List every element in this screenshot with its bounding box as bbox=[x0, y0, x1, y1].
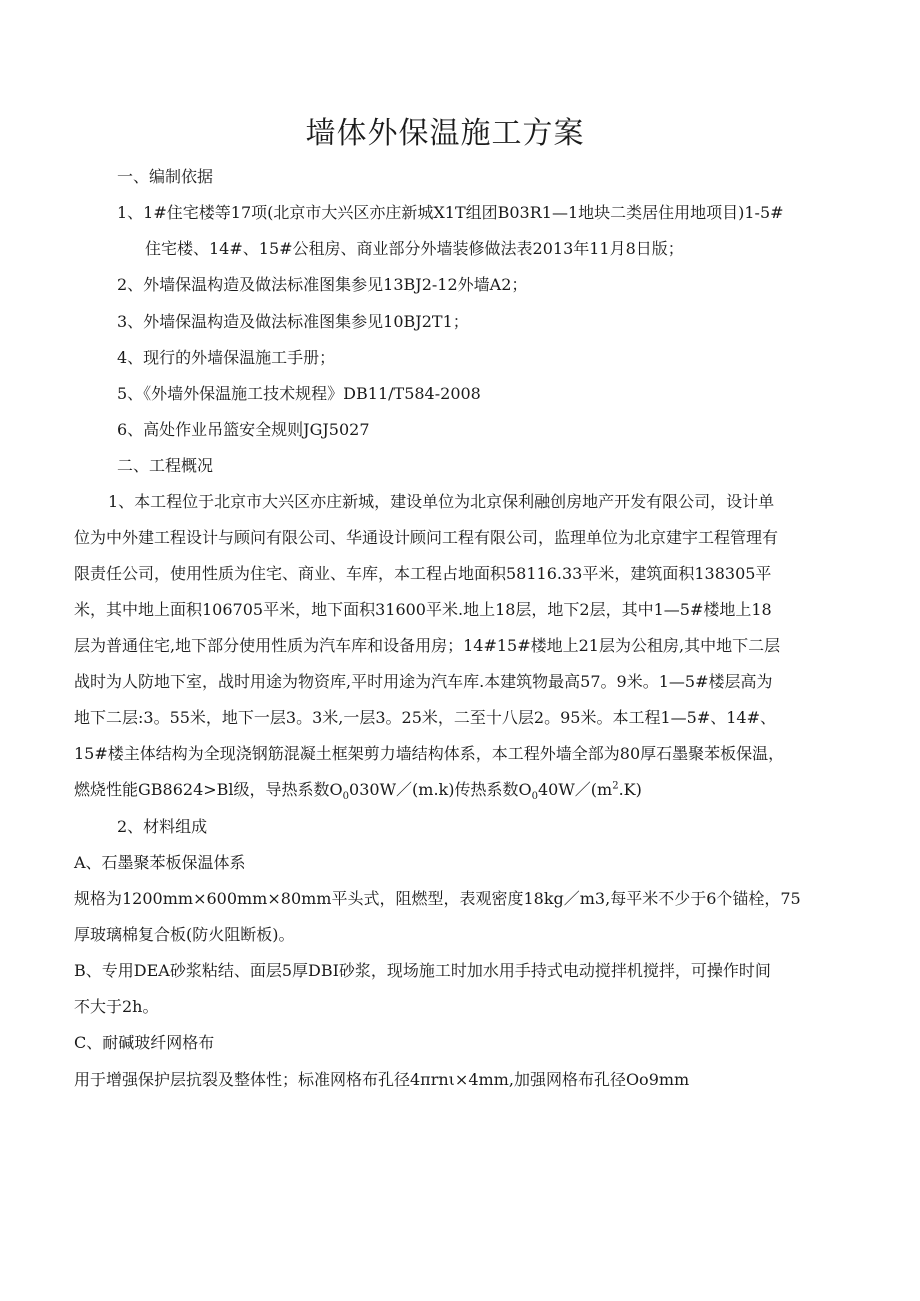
overview-line-8: 15#楼主体结构为全现浇钢筋混凝土框架剪力墙结构体系，本工程外墙全部为80厚石墨聚苯板保温， bbox=[74, 744, 785, 763]
section1-heading: 一、编制依据 bbox=[117, 167, 214, 186]
material-c-line-1: 用于增强保护层抗裂及整体性；标准网格布孔径4πrnι×4mm,加强网格布孔径Oo9mm bbox=[74, 1070, 690, 1089]
basis-item-4: 4、现行的外墙保温施工手册； bbox=[117, 348, 336, 367]
overview-line-3: 限责任公司，使用性质为住宅、商业、车库，本工程占地面积58116.33平米，建筑面积138305平 bbox=[74, 564, 772, 583]
overview-line-7: 地下二层:3。55米，地下一层3。3米,一层3。25米，二至十八层2。95米。本工程1—5#、14#、 bbox=[74, 708, 776, 727]
basis-item-3: 3、外墙保温构造及做法标准图集参见10BJ2T1； bbox=[117, 312, 469, 331]
overview-line-9-sub-2: 0 bbox=[531, 791, 538, 803]
overview-line-2: 位为中外建工程设计与顾问有限公司、华通设计顾问工程有限公司，监理单位为北京建宇工程管理有 bbox=[74, 528, 779, 547]
material-a-line-1: 规格为1200mm×600mm×80mm平头式，阻燃型，表观密度18kg／m3,每平米不少于6个锚栓，75 bbox=[74, 889, 801, 908]
overview-line-9-part-b: 030W／(m.k)传热系数O bbox=[349, 780, 532, 799]
overview-line-9-part-d: .K) bbox=[618, 780, 642, 799]
material-c-heading: C、耐碱玻纤网格布 bbox=[74, 1033, 215, 1052]
overview-line-9-part-a: 燃烧性能GB8624>Bl级，导热系数O bbox=[74, 780, 343, 799]
material-b-line-1: B、专用DEA砂浆粘结、面层5厚DBI砂浆，现场施工时加水用手持式电动搅拌机搅拌，可操作时间 bbox=[74, 961, 771, 980]
overview-line-1: 1、本工程位于北京市大兴区亦庄新城，建设单位为北京保利融创房地产开发有限公司，设计单 bbox=[108, 492, 775, 511]
material-a-heading: A、石墨聚苯板保温体系 bbox=[74, 853, 246, 872]
basis-item-6: 6、高处作业吊篮安全规则JGJ5027 bbox=[117, 420, 370, 439]
basis-item-1-line-2: 住宅楼、14#、15#公租房、商业部分外墙装修做法表2013年11月8日版； bbox=[145, 239, 684, 258]
basis-item-2: 2、外墙保温构造及做法标准图集参见13BJ2-12外墙A2； bbox=[117, 275, 528, 294]
basis-item-5: 5、《外墙外保温施工技术规程》DB11/T584-2008 bbox=[117, 384, 481, 403]
overview-line-5: 层为普通住宅,地下部分使用性质为汽车库和设备用房；14#15#楼地上21层为公租房,其中地下二层 bbox=[74, 636, 781, 655]
overview-line-9-part-c: 40W／(m bbox=[537, 780, 613, 799]
materials-heading: 2、材料组成 bbox=[117, 817, 208, 836]
basis-item-1-line-1: 1、1#住宅楼等17项(北京市大兴区亦庄新城X1T组团B03R1—1地块二类居住用地项目)1-5# bbox=[117, 203, 784, 222]
overview-line-9 bbox=[74, 779, 642, 801]
overview-line-9-sup: 2 bbox=[612, 780, 619, 792]
overview-line-6: 战时为人防地下室，战时用途为物资库,平时用途为汽车库.本建筑物最高57。9米。1—5#楼层高为 bbox=[74, 672, 773, 691]
material-a-line-2: 厚玻璃棉复合板(防火阻断板)。 bbox=[74, 925, 295, 944]
section2-heading: 二、工程概况 bbox=[117, 456, 214, 475]
material-b-line-2: 不大于2h。 bbox=[74, 997, 159, 1016]
overview-line-9-sub-1: 0 bbox=[342, 791, 350, 803]
document-title: 墙体外保温施工方案 bbox=[305, 116, 585, 151]
overview-line-4: 米，其中地上面积106705平米，地下面积31600平米.地上18层，地下2层，其中1—5#楼地上18 bbox=[74, 600, 772, 619]
